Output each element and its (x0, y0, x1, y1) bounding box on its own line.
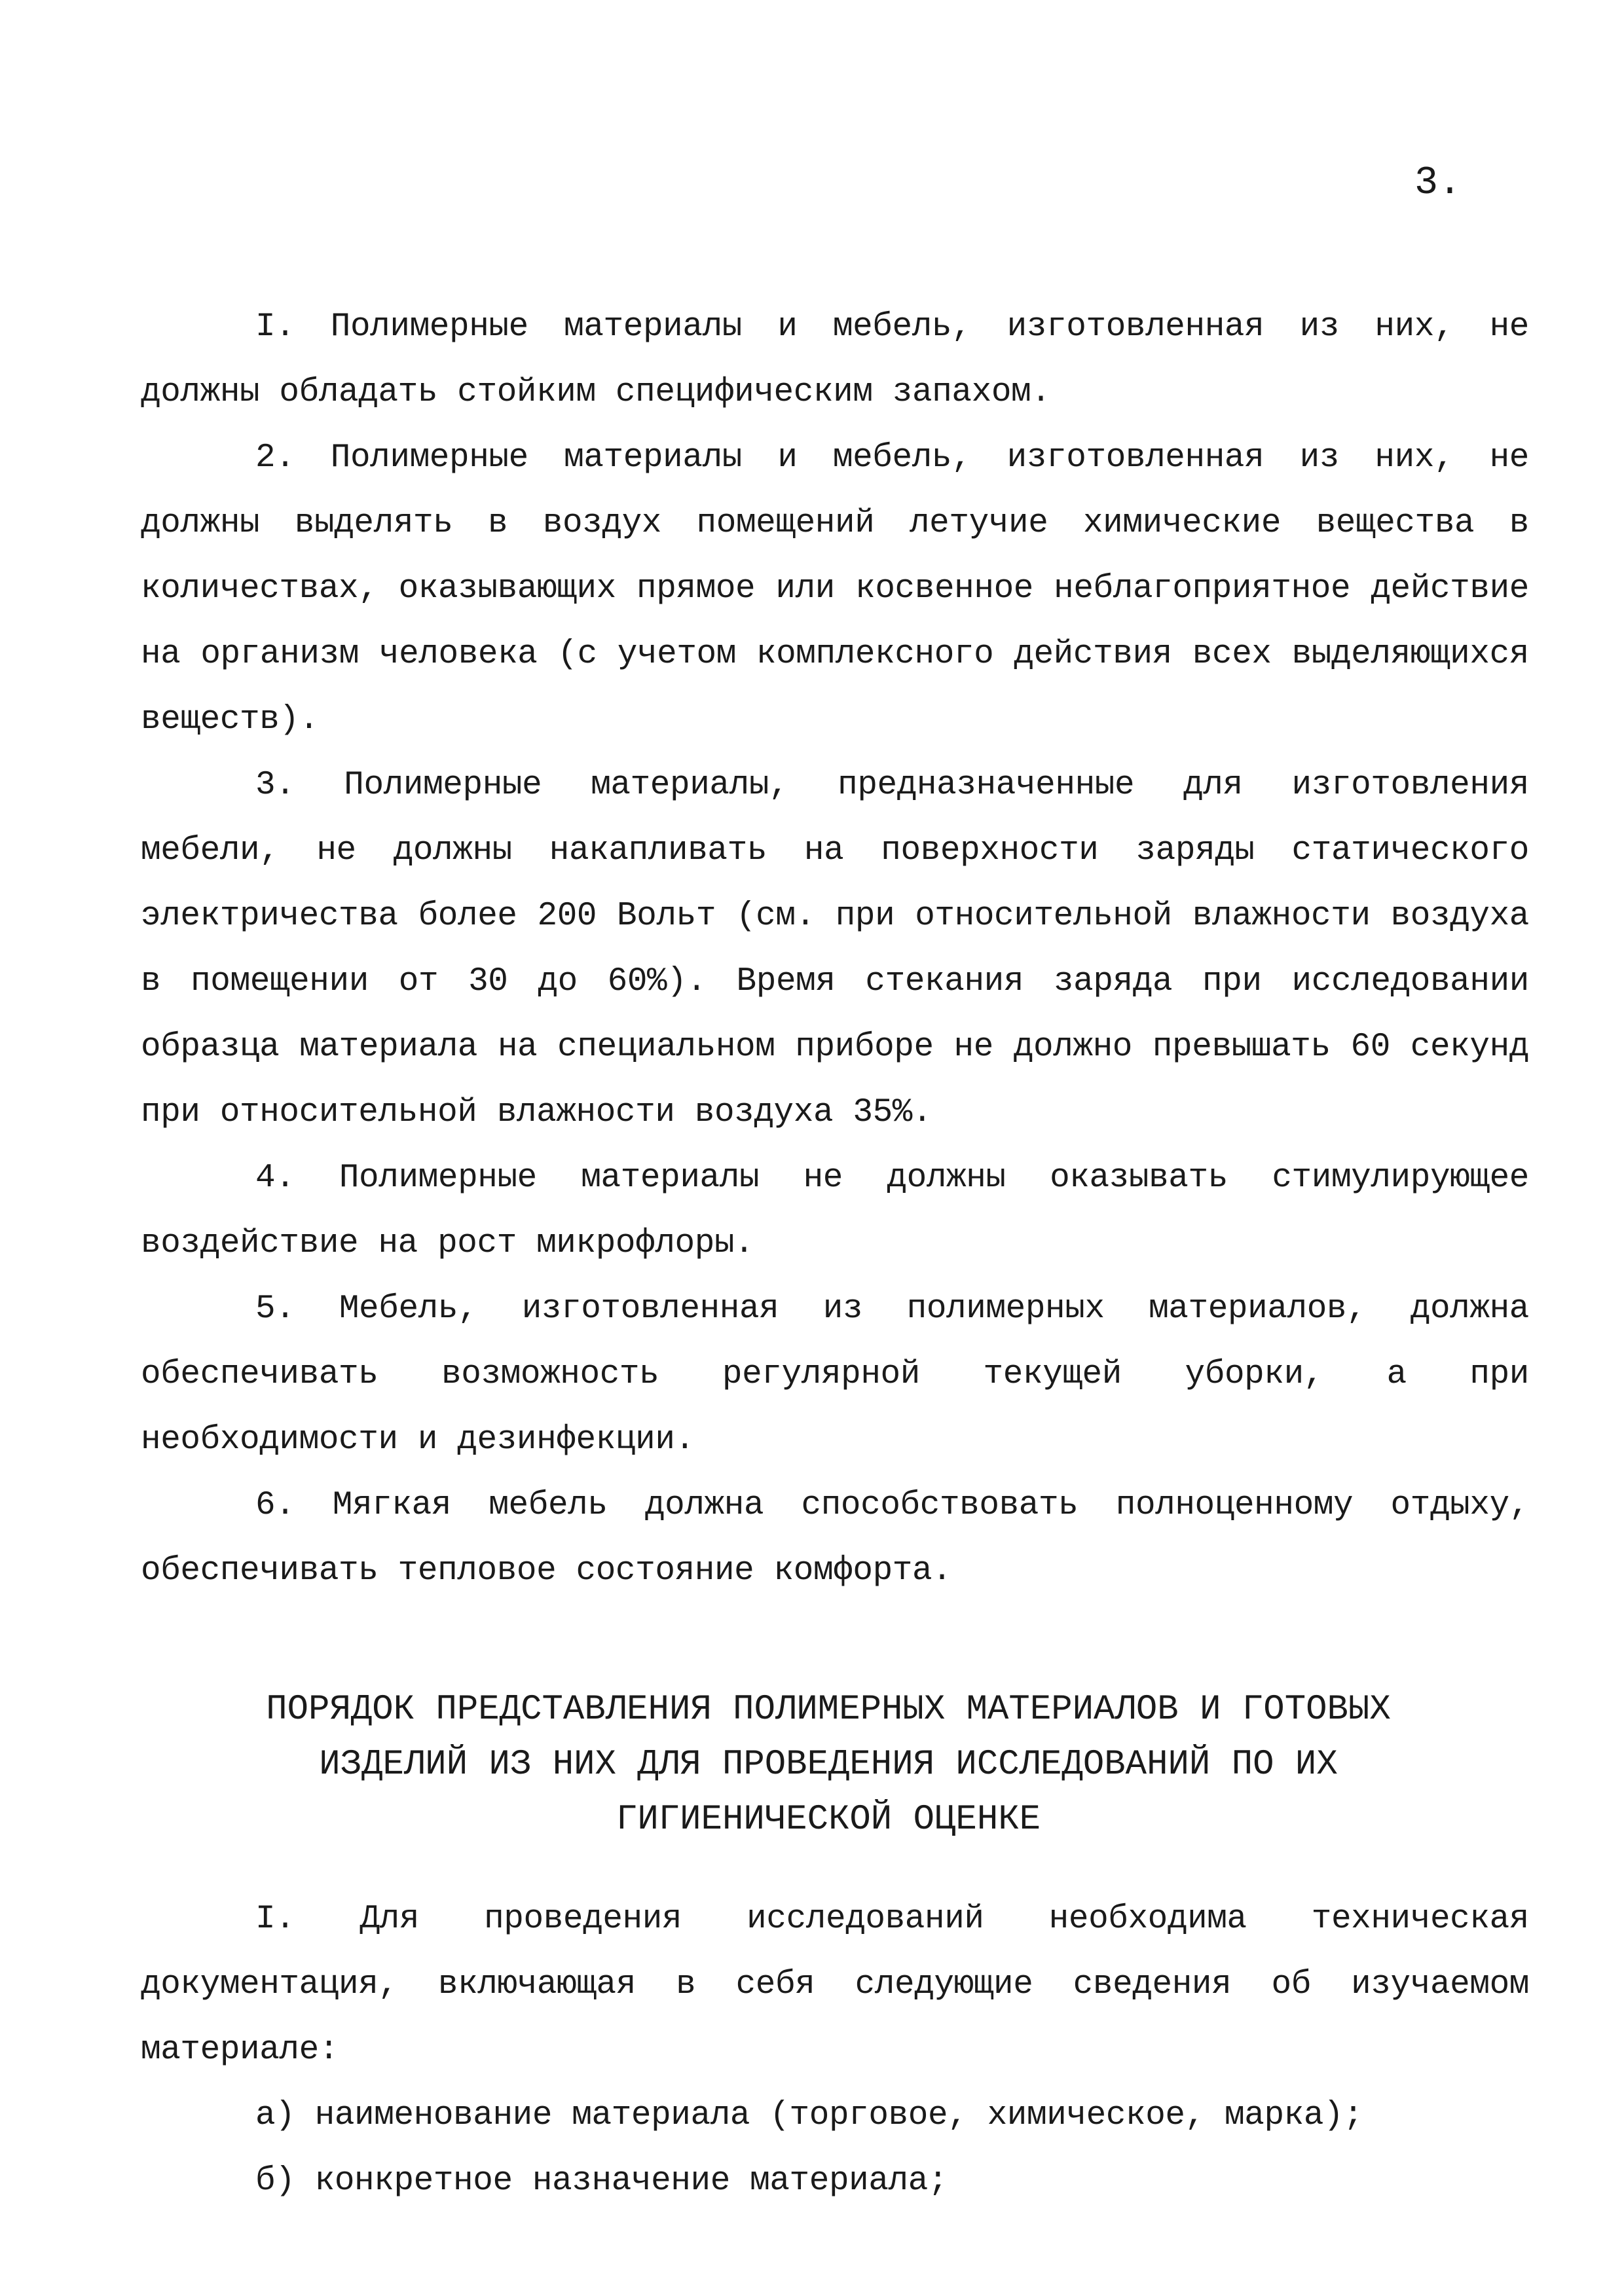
document-body (141, 295, 1529, 2214)
requirement-1: I. Полимерные материалы и мебель, изготовленная из них, не должны обладать стойким специфическим запахом. (141, 308, 1529, 411)
procedure-item-b: б) конкретное назначение материала; (255, 2162, 948, 2200)
section-heading-line-2: ИЗДЕЛИЙ ИЗ НИХ ДЛЯ ПРОВЕДЕНИЯ ИССЛЕДОВАНИЙ ПО ИХ (319, 1745, 1338, 1785)
requirement-4: 4. Полимерные материалы не должны оказывать стимулирующее воздействие на рост микрофлоры. (141, 1159, 1529, 1262)
requirement-3: 3. Полимерные материалы, предназначенные для изготовления мебели, не должны накапливать на поверхности заряды статического электричества более 200 Вольт (см. при относительной влажности воздуха в помещении от 30 до 60%). Время стекания заряда при исследовании образца материала на специальном приборе не должно превышать 60 секунд при относительной влажности воздуха 35%. (141, 767, 1529, 1131)
page-number: 3. (1414, 161, 1462, 206)
procedure-intro: I. Для проведения исследований необходима техническая документация, включающая в себя следующие сведения об изучаемом материале: (141, 1901, 1529, 2069)
requirement-6: 6. Мягкая мебель должна способствовать полноценному отдыху, обеспечивать тепловое состояние комфорта. (141, 1487, 1529, 1590)
section-heading-line-3: ГИГИЕНИЧЕСКОЙ ОЦЕНКЕ (616, 1800, 1041, 1840)
requirement-5: 5. Мебель, изготовленная из полимерных материалов, должна обеспечивать возможность регулярной текущей уборки, а при необходимости и дезинфекции. (141, 1290, 1529, 1459)
section-heading (141, 1683, 1450, 1848)
section-heading-line-1: ПОРЯДОК ПРЕДСТАВЛЕНИЯ ПОЛИМЕРНЫХ МАТЕРИАЛОВ И ГОТОВЫХ (266, 1690, 1391, 1730)
procedure-item-a: а) наименование материала (торговое, химическое, марка); (255, 2097, 1363, 2134)
requirement-2: 2. Полимерные материалы и мебель, изготовленная из них, не должны выделять в воздух помещений летучие химические вещества в количествах, оказывающих прямое или косвенное неблагоприятное действие на организм человека (с учетом комплексного действия всех выделяющихся веществ). (141, 439, 1529, 738)
